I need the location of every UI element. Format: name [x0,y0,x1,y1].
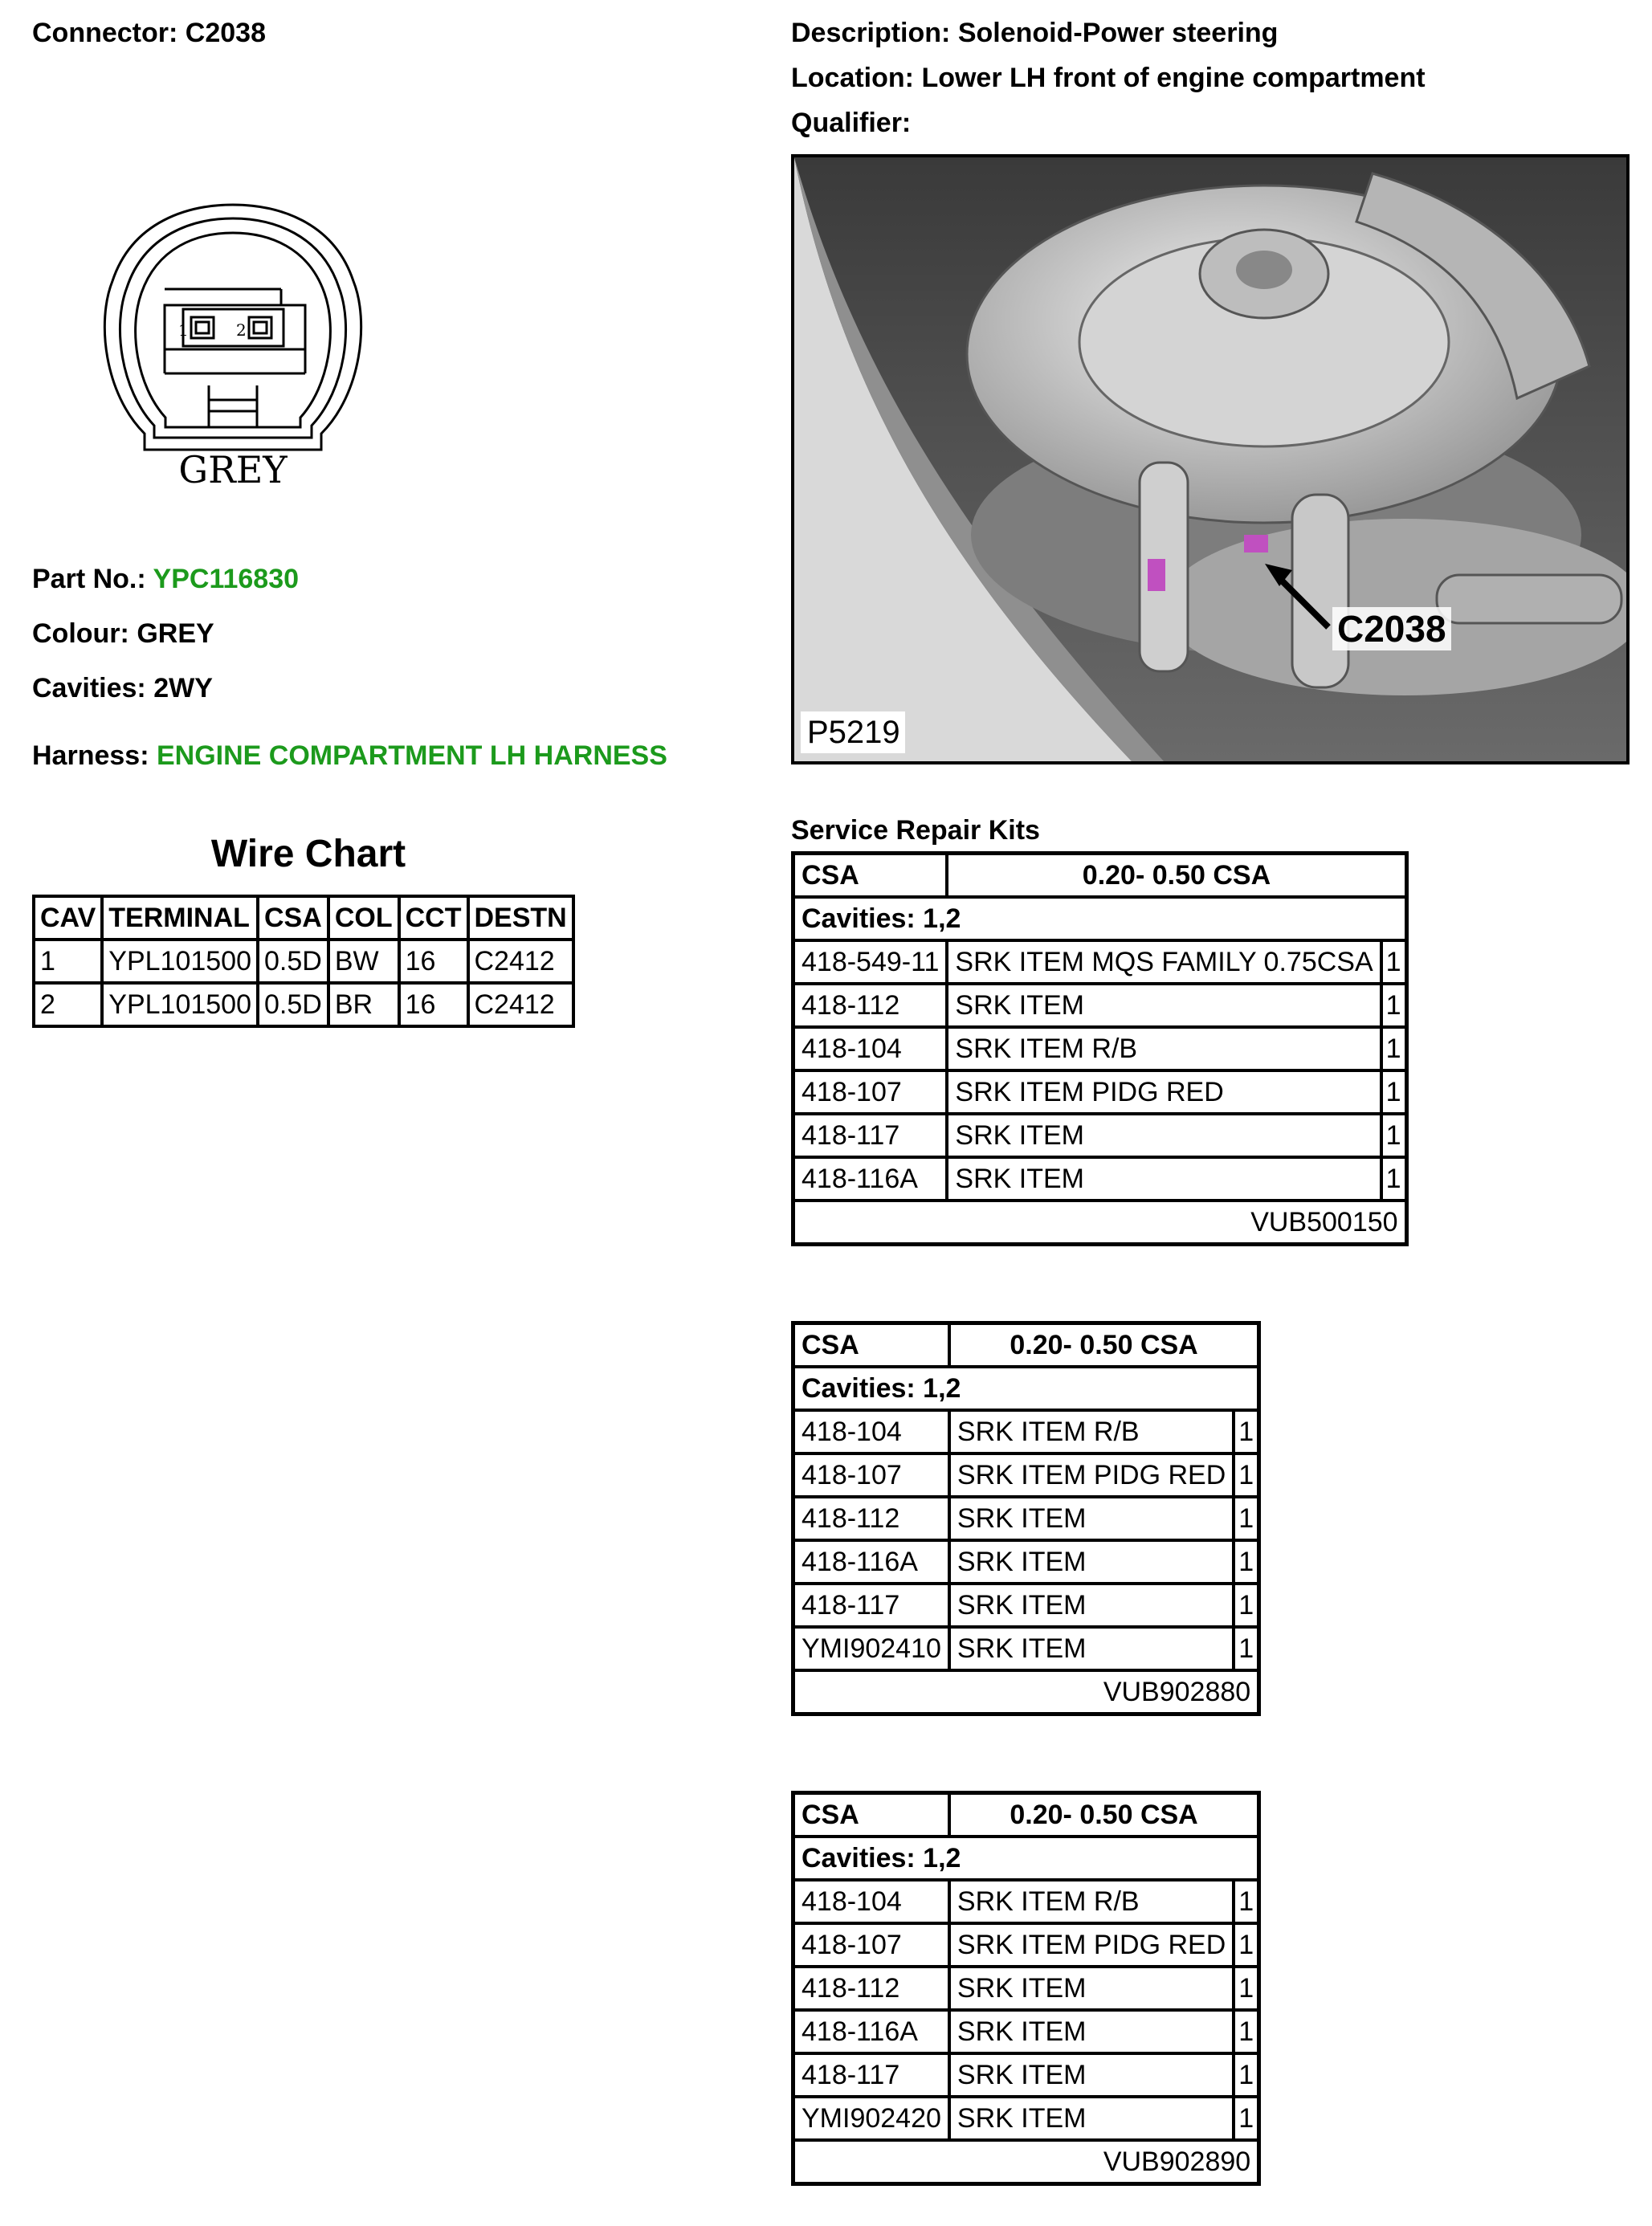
kit-item-qty: 1 [1234,1497,1258,1540]
colour-line [32,618,214,650]
kit-item-part: 418-116A [793,2010,949,2053]
part-number-line [32,564,299,595]
kit-item-qty: 1 [1234,1967,1258,2010]
connector-face-drawing [88,193,377,506]
description-label: Description: [791,18,951,48]
kit-item-part: YMI902420 [793,2097,949,2140]
pin-label-1: 1 [178,320,189,340]
connector-value: C2038 [185,18,266,48]
kit-item-desc: SRK ITEM [947,984,1381,1027]
harness-label: Harness: [32,740,149,771]
part-number-label: Part No.: [32,564,146,594]
table-row [34,940,573,983]
table-row [793,1923,1259,1967]
kit-item-qty: 1 [1381,984,1406,1027]
col-terminal: TERMINAL [102,896,258,940]
kit-item-part: 418-116A [793,1157,948,1201]
table-row [793,2053,1259,2097]
cell: 16 [399,940,468,983]
kit-item-part: 418-117 [793,2053,949,2097]
cell: BW [328,940,399,983]
harness-value: ENGINE COMPARTMENT LH HARNESS [156,740,667,771]
kit-item-desc: SRK ITEM R/B [949,1880,1234,1923]
col-destn: DESTN [468,896,573,940]
kit-item-qty: 1 [1234,1923,1258,1967]
kit-item-qty: 1 [1381,1114,1406,1157]
cell: 2 [34,983,102,1026]
cell: 16 [399,983,468,1026]
table-row [793,1410,1259,1453]
kit-cavities-row [793,897,1407,940]
kit-item-part: 418-117 [793,1114,948,1157]
kit-item-desc: SRK ITEM [949,2053,1234,2097]
kit-item-part: 418-107 [793,1070,948,1114]
table-row [793,1453,1259,1497]
table-row [793,940,1407,984]
kit-item-qty: 1 [1234,1410,1258,1453]
kit-item-part: 418-104 [793,1410,949,1453]
kit-item-desc: SRK ITEM [949,1627,1234,1670]
kit-item-desc: SRK ITEM R/B [949,1410,1234,1453]
location-label: Location: [791,63,914,93]
kit-item-part: 418-116A [793,1540,949,1584]
kit-item-desc: SRK ITEM [949,2097,1234,2140]
cell: BR [328,983,399,1026]
harness-line [32,740,667,772]
col-csa: CSA [258,896,328,940]
connector-colour-caption: GREY [178,448,288,491]
table-row [793,984,1407,1027]
table-row [793,1497,1259,1540]
kit-item-part: 418-104 [793,1027,948,1070]
kit-number-row [793,1201,1407,1245]
kit-item-qty: 1 [1234,1453,1258,1497]
kit-number: VUB902890 [793,2140,1259,2184]
table-row [793,1967,1259,2010]
location-value: Lower LH front of engine compartment [921,63,1426,93]
kit-item-qty: 1 [1234,1880,1258,1923]
description-line [791,18,1278,49]
kit-item-desc: SRK ITEM [949,1540,1234,1584]
kit-item-qty: 1 [1381,1070,1406,1114]
repair-kit-table [791,1791,1261,2186]
qualifier-label: Qualifier: [791,108,912,138]
kit-item-desc: SRK ITEM [949,1967,1234,2010]
cell: 0.5D [258,940,328,983]
kit-item-qty: 1 [1234,2010,1258,2053]
kit-item-qty: 1 [1381,940,1406,984]
kit-cavities: Cavities: 1,2 [793,897,1407,940]
colour-label: Colour: [32,618,129,649]
kit-item-part: 418-107 [793,1453,949,1497]
col-cct: CCT [399,896,468,940]
kit-item-desc: SRK ITEM PIDG RED [949,1923,1234,1967]
kit-item-desc: SRK ITEM [949,1584,1234,1627]
kit-item-qty: 1 [1234,2097,1258,2140]
location-line [791,63,1426,94]
table-row [793,2010,1259,2053]
cell: C2412 [468,940,573,983]
kit-csa-row [793,1323,1259,1368]
colour-value: GREY [137,618,214,649]
table-row [793,1114,1407,1157]
kit-csa-label: CSA [793,854,948,898]
qualifier-line [791,108,911,139]
kit-csa-label: CSA [793,1793,949,1837]
kit-cavities: Cavities: 1,2 [793,1837,1259,1880]
table-row [34,983,573,1026]
kit-item-qty: 1 [1234,1540,1258,1584]
pin-label-2: 2 [236,320,247,340]
kit-item-qty: 1 [1381,1027,1406,1070]
cell: 0.5D [258,983,328,1026]
wire-chart-title: Wire Chart [210,833,406,875]
kit-csa-value: 0.20- 0.50 CSA [947,854,1406,898]
kit-item-desc: SRK ITEM PIDG RED [949,1453,1234,1497]
cavities-label: Cavities: [32,673,146,703]
table-row [793,1540,1259,1584]
connector-label: Connector: [32,18,178,48]
part-number-value: YPC116830 [153,564,300,594]
table-row [793,1880,1259,1923]
cell: C2412 [468,983,573,1026]
location-photo [791,154,1630,764]
kit-item-desc: SRK ITEM [949,2010,1234,2053]
kit-csa-row [793,1793,1259,1837]
kit-item-desc: SRK ITEM [947,1114,1381,1157]
kit-number: VUB902880 [793,1670,1259,1714]
table-row [793,2097,1259,2140]
kit-item-part: 418-112 [793,1967,949,2010]
cell: 1 [34,940,102,983]
kit-csa-row [793,854,1407,898]
kit-item-part: 418-107 [793,1923,949,1967]
kit-item-desc: SRK ITEM [947,1157,1381,1201]
kit-number-row [793,1670,1259,1714]
kit-item-desc: SRK ITEM R/B [947,1027,1381,1070]
description-value: Solenoid-Power steering [957,18,1279,48]
table-row [793,1627,1259,1670]
kit-item-desc: SRK ITEM [949,1497,1234,1540]
kit-item-qty: 1 [1381,1157,1406,1201]
cavities-value: 2WY [153,673,213,703]
photo-callout-label: C2038 [1332,607,1451,650]
cavities-line [32,673,213,704]
table-row [793,1157,1407,1201]
connector-heading [32,18,266,49]
kit-csa-value: 0.20- 0.50 CSA [949,1323,1259,1368]
table-row [793,1027,1407,1070]
kit-item-qty: 1 [1234,2053,1258,2097]
kit-item-part: 418-112 [793,1497,949,1540]
kit-cavities-row [793,1837,1259,1880]
kit-number: VUB500150 [793,1201,1407,1245]
kit-cavities: Cavities: 1,2 [793,1367,1259,1410]
kit-number-row [793,2140,1259,2184]
kit-cavities-row [793,1367,1259,1410]
photo-reference: P5219 [807,715,900,750]
cell: YPL101500 [102,983,258,1026]
kit-item-desc: SRK ITEM PIDG RED [947,1070,1381,1114]
kit-item-desc: SRK ITEM MQS FAMILY 0.75CSA [947,940,1381,984]
location-photo-illustration [794,157,1626,761]
col-col: COL [328,896,399,940]
repair-kit-table [791,851,1409,1246]
table-row [793,1070,1407,1114]
kit-item-part: YMI902410 [793,1627,949,1670]
kit-item-part: 418-549-11 [793,940,948,984]
kit-item-qty: 1 [1234,1584,1258,1627]
cell: YPL101500 [102,940,258,983]
col-cav: CAV [34,896,102,940]
wire-chart-table [32,895,575,1028]
kit-csa-value: 0.20- 0.50 CSA [949,1793,1259,1837]
repair-kit-table [791,1321,1261,1716]
kit-item-part: 418-104 [793,1880,949,1923]
kit-item-part: 418-112 [793,984,948,1027]
kit-item-qty: 1 [1234,1627,1258,1670]
repair-kits-title: Service Repair Kits [791,815,1040,846]
table-row [793,1584,1259,1627]
kit-item-part: 418-117 [793,1584,949,1627]
wire-chart-header-row [34,896,573,940]
kit-csa-label: CSA [793,1323,949,1368]
